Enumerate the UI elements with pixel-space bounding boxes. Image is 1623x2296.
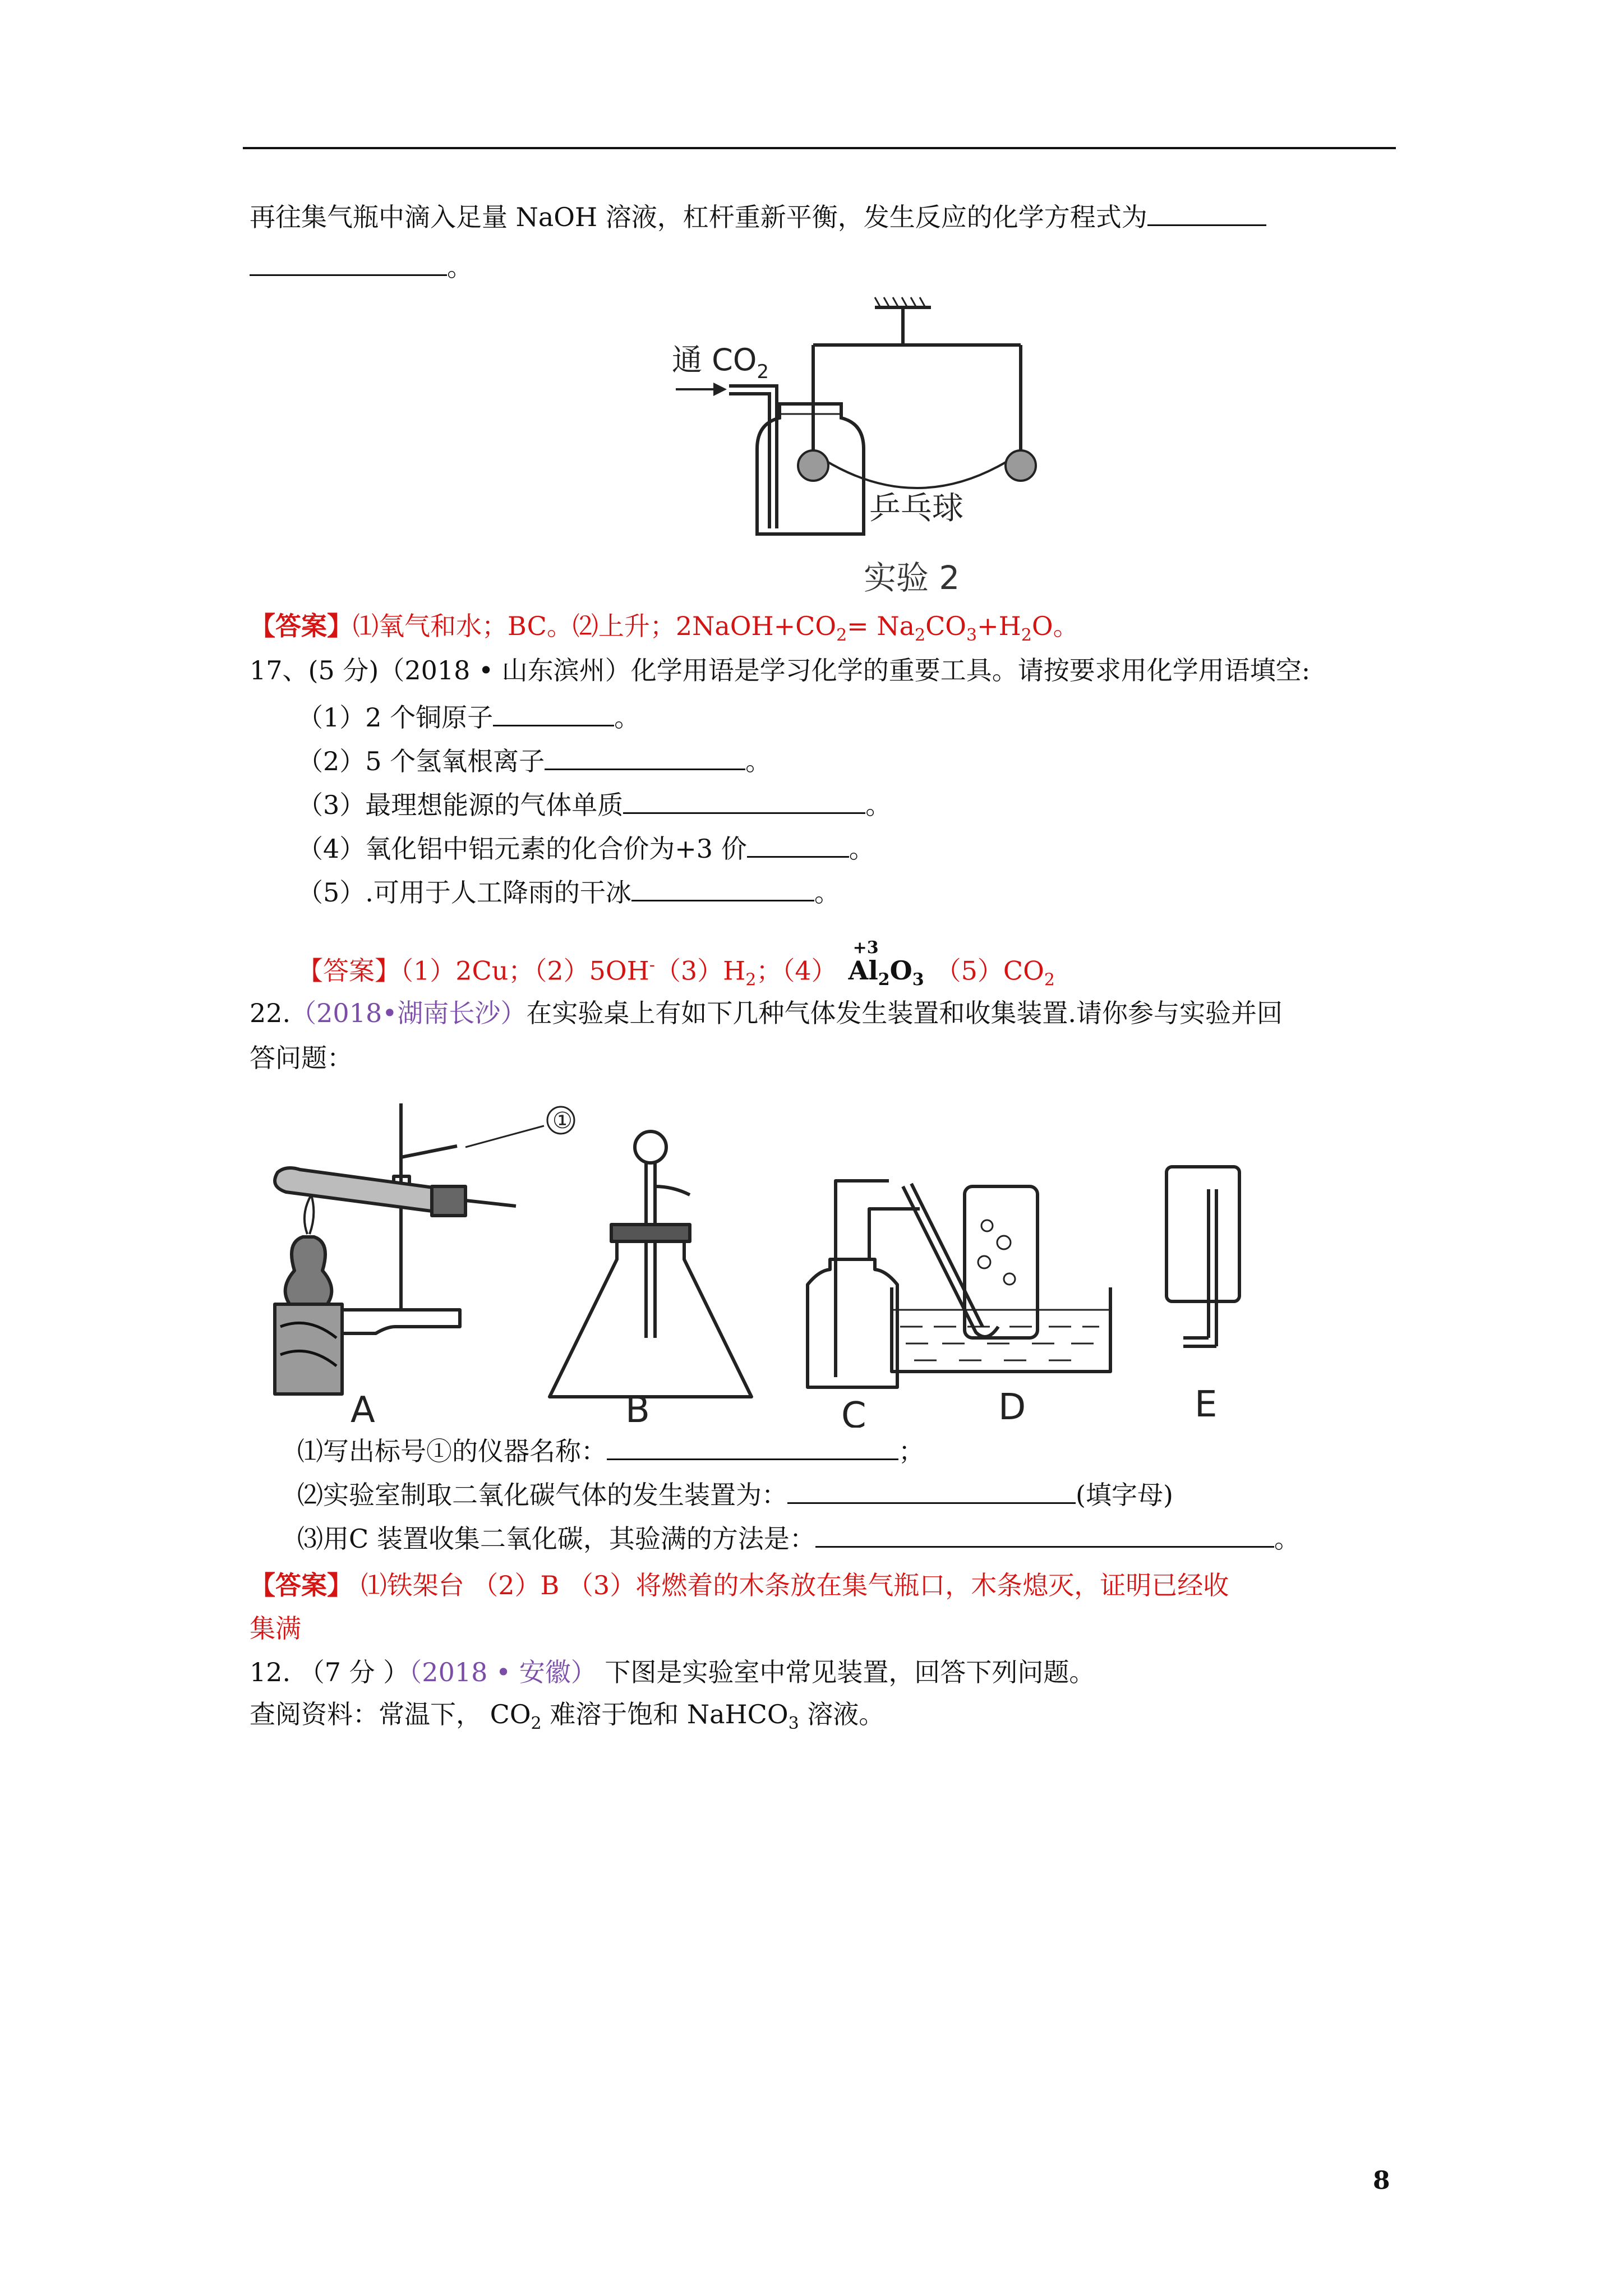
q22-sub-2: ⑵实验室制取二氧化碳气体的发生装置为： (填字母) xyxy=(297,1480,1173,1510)
apparatus-label-c: C xyxy=(841,1395,866,1428)
q16-answer: 【答案】⑴氧气和水；BC。⑵上升；$2NaOH+CO_2= Na_2CO_3+H_2O$。 xyxy=(250,611,1079,645)
apparatus-label-a: A xyxy=(351,1389,375,1428)
ping-pong-ball-label: 乒乓球 xyxy=(869,490,963,527)
q12-note: 查阅资料：常温下， $CO_2$ 难溶于饱和 NaHCO$_3$ 溶液。 xyxy=(250,1699,885,1733)
apparatus-figure xyxy=(247,1091,1312,1428)
q17-item-5: （5）.可用于人工降雨的干冰 。 xyxy=(297,877,840,908)
apparatus-label-d: D xyxy=(998,1387,1026,1428)
header-rule xyxy=(243,147,1396,149)
figure-caption: 实验 2 xyxy=(864,559,960,597)
circled-marker-1: ① xyxy=(552,1108,573,1134)
co2-inlet-label: 通 $CO_2$ xyxy=(672,342,769,383)
q17-item-3: （3）最理想能源的气体单质 。 xyxy=(297,790,892,820)
q12-heading: 12. （7 分 ）（2018 • 安徽） 下图是实验室中常见装置，回答下列问题。 xyxy=(250,1657,1095,1687)
q22-answer-cont: 集满 xyxy=(250,1613,301,1644)
apparatus-label-b: B xyxy=(625,1389,650,1428)
q22-sub-1: ⑴写出标号①的仪器名称： ； xyxy=(297,1436,924,1466)
alumina-formula: +3 $Al_2O_3$ xyxy=(848,938,924,990)
page-number: 8 xyxy=(1373,2166,1390,2195)
apparatus-label-e: E xyxy=(1195,1384,1218,1425)
q17-heading: 17、(5 分)（2018 • 山东滨州）化学用语是学习化学的重要工具。请按要求用化学用语填空: xyxy=(250,655,1311,685)
q16-text-line1: 再往集气瓶中滴入足量 NaOH 溶液，杠杆重新平衡，发生反应的化学方程式为 xyxy=(250,200,1266,234)
q22-heading: 22.（2018•湖南长沙）在实验桌上有如下几种气体发生装置和收集装置.请你参与实验并回 xyxy=(250,998,1283,1028)
experiment-2-figure xyxy=(628,292,1088,606)
q22-answer: 【答案】 ⑴铁架台 （2）B （3）将燃着的木条放在集气瓶口，木条熄灭，证明已经收 xyxy=(250,1570,1229,1600)
q17-answer: 【答案】（1）2Cu；$(2)5OH^-(3)H_2$；（4） +3 $Al_2O_3$ $(5)CO_2$ xyxy=(297,938,1055,990)
q16-text-line2: 。 xyxy=(250,250,473,284)
q22-sub-3: ⑶用C 装置收集二氧化碳，其验满的方法是： 。 xyxy=(297,1524,1300,1554)
q22-heading-2: 答问题： xyxy=(250,1043,353,1073)
q17-item-4: （4）氧化铝中铝元素的化合价为+3 价 。 xyxy=(297,834,875,864)
q17-item-2: （2）5 个氢氧根离子 。 xyxy=(297,746,772,776)
q17-item-1: （1）2 个铜原子 。 xyxy=(297,702,640,733)
